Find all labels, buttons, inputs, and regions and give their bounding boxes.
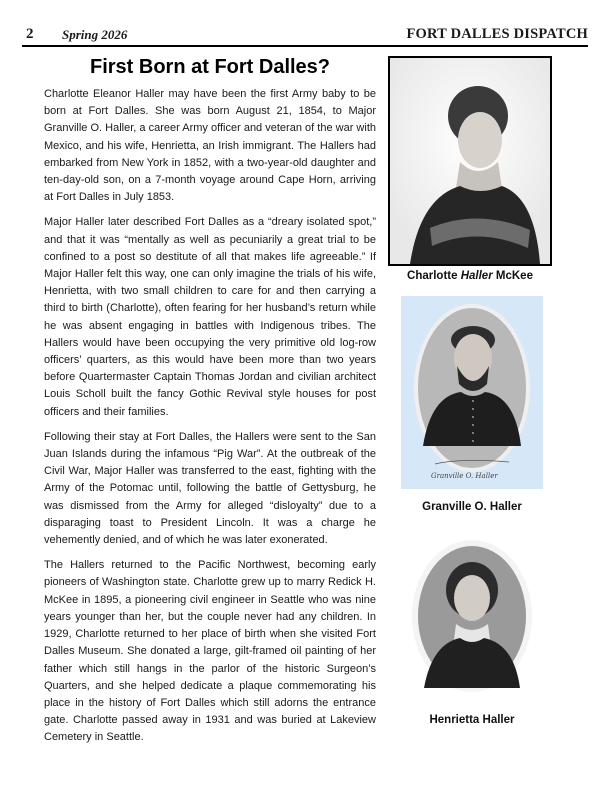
masthead-title: FORT DALLES DISPATCH [406, 26, 588, 42]
caption-first-name: Charlotte [407, 270, 458, 282]
caption-maiden-name: Haller [460, 270, 493, 282]
issue-date: Spring 2026 [62, 27, 128, 42]
photo-signature: Granville O. Haller [431, 472, 498, 480]
caption-last-name: McKee [495, 270, 533, 282]
charlotte-caption [388, 270, 552, 282]
article-paragraph: Charlotte Eleanor Haller may have been the first Army baby to be born at Fort Dalles. She was born August 21, 1854, to Major Granville O. Haller, a career Army officer and veteran of the war with Mexico, and his wife, Henrietta, an Irish immigrant. The Hallers had embarked from New York in 1852, with a two-year-old daughter and ten-day-old son, on a 7-month voyage around Cape Horn, arriving at Fort Dalles in July 1853. [44, 88, 376, 204]
article-body [44, 86, 376, 755]
article-title: First Born at Fort Dalles? [89, 56, 331, 78]
page-header [22, 25, 588, 47]
granville-portrait [401, 296, 543, 489]
henrietta-caption: Henrietta Haller [429, 714, 515, 726]
page-number: 2 [26, 26, 34, 42]
charlotte-portrait [388, 56, 552, 266]
henrietta-portrait [410, 538, 534, 693]
article-paragraph: Following their stay at Fort Dalles, the Hallers were sent to the San Juan Islands during the infamous “Pig War”. At the outbreak of the Civil War, Major Haller was transferred to the east, fighting with the Army of the Potomac until, following the battle of Gettysburg, he was dismissed from the Army for alleged “disloyalty” due to a disparaging toast to President Lincoln. It was a charge he vehemently denied, and of which he was later exonerated. [44, 430, 376, 547]
header-rule [22, 45, 588, 47]
article-paragraph: The Hallers returned to the Pacific Northwest, becoming early pioneers of Washington state. Charlotte grew up to marry Redick H. McKee in 1895, a pioneering civil engineer in Seattle who was nine years younger than her, but the couple never had any children. In 1929, Charlotte returned to her place of birth when she visited Fort Dalles Museum. She donated a large, gilt-framed oil painting of her father which still hangs in the parlor of the historic Surgeon’s Quarters, and she helped dedicate a plaque commemorating his place in the history of Fort Dalles which still adorns the entrance gate. Charlotte passed away in 1931 and was buried at Lakeview Cemetery in Seattle. [44, 559, 376, 744]
article-paragraph: Major Haller later described Fort Dalles as a “dreary isolated spot,” and that it was “mentally as well as pecuniarily a great trial to be confined to a post so destitute of all that makes life agreeable.” If Major Haller felt this way, one can only imagine the trials of his wife, Henrietta, with two small children to care for and then carrying a third to birth (Charlotte), often fearing for her husband’s return while he was absent engaging in battles with Indigenous tribes. The Hallers would have been occupying the very primitive old log-row officers’ quarters, as this would have been more than two years before Quartermaster Captain Thomas Jordan and civilian architect Louis Scholl built the fancy Gothic Revival style houses for post officers and their families. [44, 216, 376, 418]
granville-caption: Granville O. Haller [422, 501, 522, 513]
